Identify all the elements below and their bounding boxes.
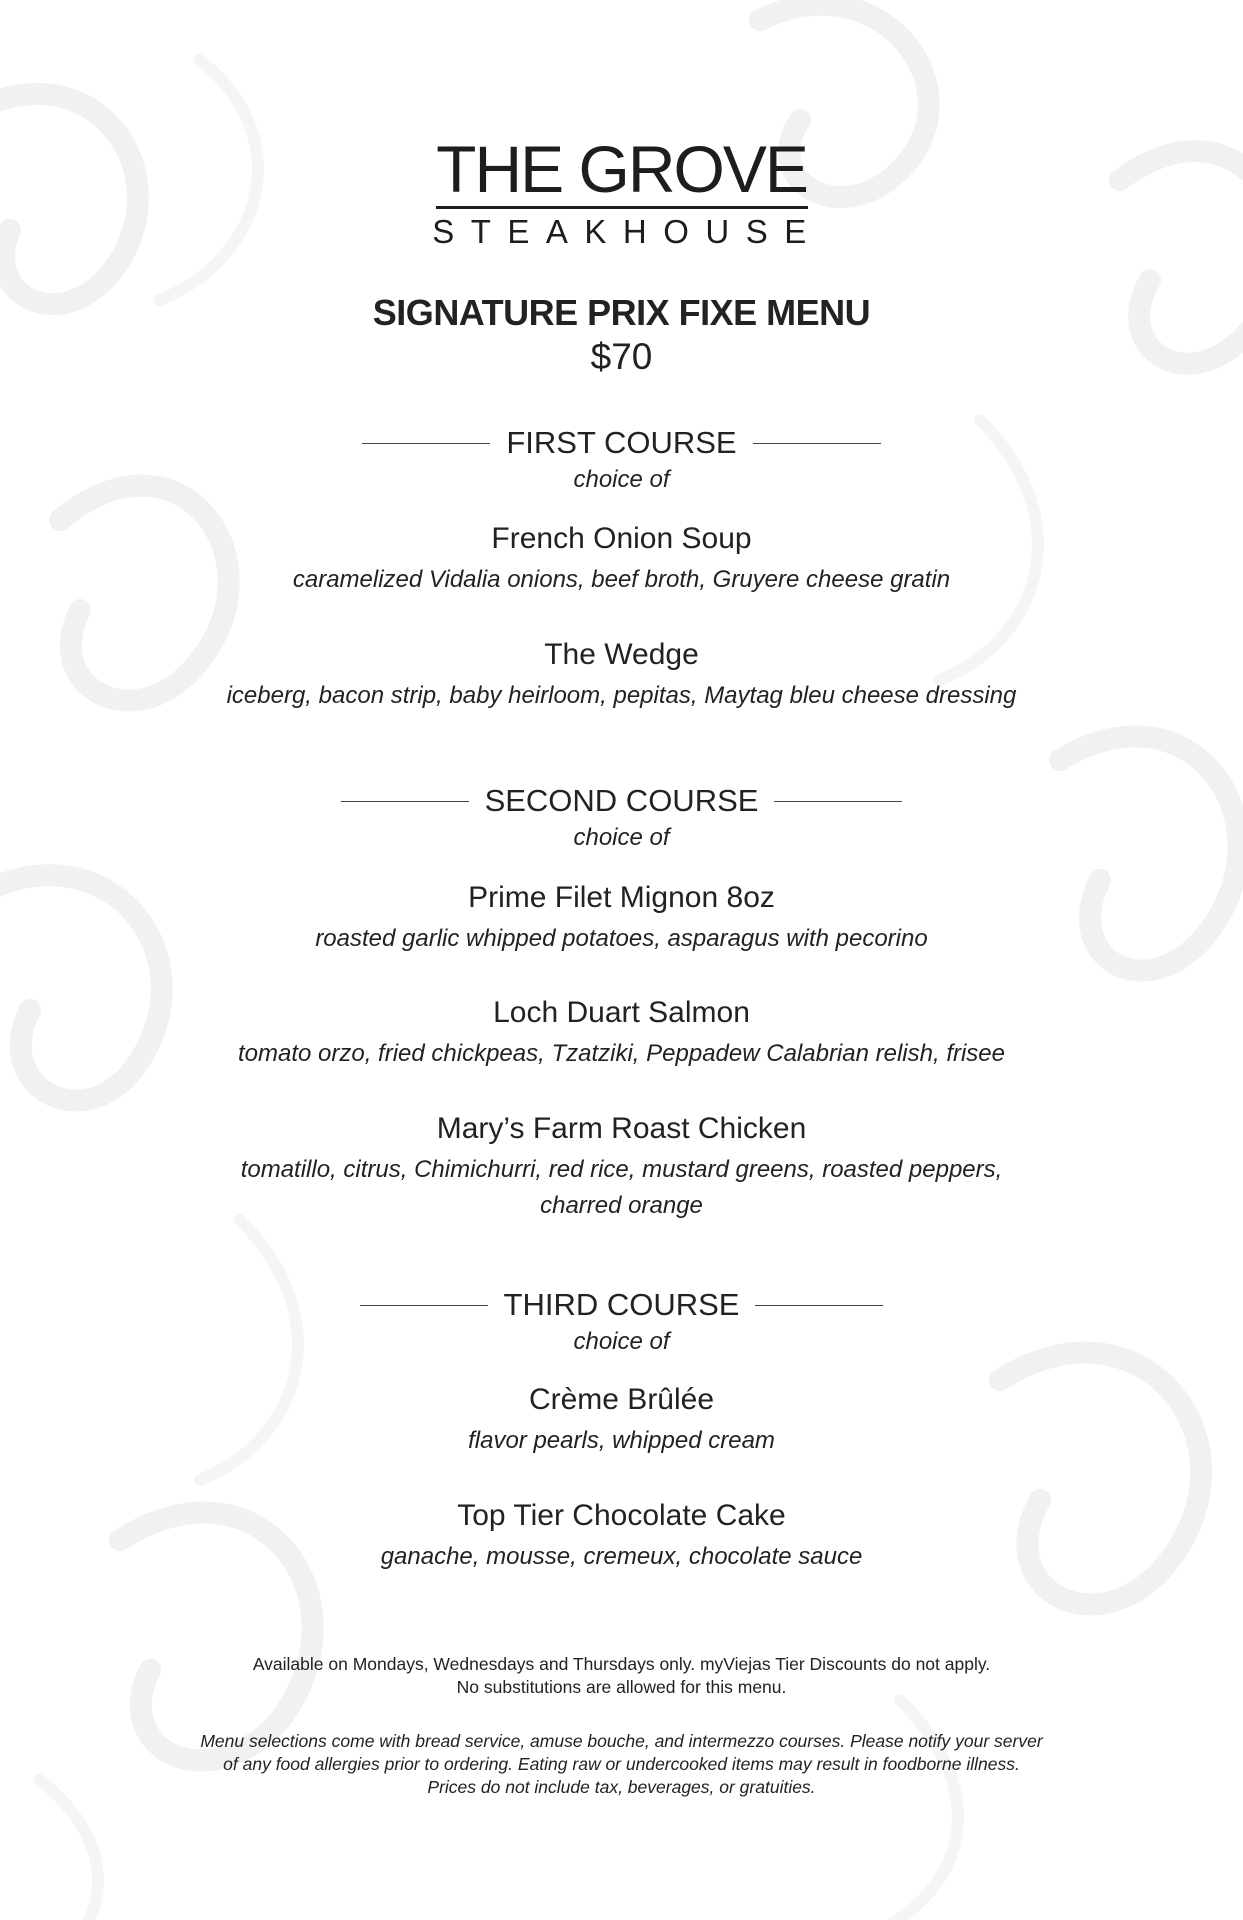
dish-name: The Wedge [544,638,699,671]
dish-description: roasted garlic whipped potatoes, asparagus with pecorino [315,925,928,952]
dish-description: ganache, mousse, cremeux, chocolate sauce [380,1543,863,1570]
dish-name: Prime Filet Mignon 8oz [468,881,775,914]
dish-description: caramelized Vidalia onions, beef broth, Gruyere cheese gratin [292,566,951,593]
course-label: FIRST COURSE [506,425,737,460]
dish-name: Top Tier Chocolate Cake [457,1499,786,1532]
dish-description: tomato orzo, fried chickpeas, Tzatziki, Peppadew Calabrian relish, frisee [237,1040,1005,1067]
course-choice-note: choice of [573,824,670,851]
course-label: THIRD COURSE [503,1287,740,1322]
logo-subtitle: STEAKHOUSE [432,213,823,250]
disclaimer-note: Menu selections come with bread service, amuse bouche, and intermezzo courses. Please notify your server [200,1731,1043,1751]
heading-rule [774,801,902,802]
course-choice-note: choice of [573,1328,670,1355]
availability-note: Available on Mondays, Wednesdays and Thursdays only. myViejas Tier Discounts do not apply. [252,1654,991,1674]
heading-rule [341,801,469,802]
disclaimer-note: of any food allergies prior to ordering. Eating raw or undercooked items may result in foodborne illness. [223,1754,1020,1774]
disclaimer-note: Prices do not include tax, beverages, or gratuities. [427,1777,816,1797]
course-heading [0,784,1243,818]
course-heading [0,1288,1243,1322]
dish-name: Loch Duart Salmon [493,996,750,1029]
course-heading [0,426,1243,460]
dish-name: Mary’s Farm Roast Chicken [436,1112,807,1145]
dish-name: French Onion Soup [491,522,752,555]
logo-name: THE GROVE [436,132,807,206]
dish-description: tomatillo, citrus, Chimichurri, red rice, mustard greens, roasted peppers, [240,1156,1003,1183]
heading-rule [360,1305,488,1306]
dish-description: flavor pearls, whipped cream [468,1427,775,1454]
dish-description: iceberg, bacon strip, baby heirloom, pepitas, Maytag bleu cheese dressing [226,682,1017,709]
heading-rule [362,443,490,444]
menu-price: $70 [590,336,653,377]
logo-divider [436,206,808,209]
availability-note: No substitutions are allowed for this menu. [456,1677,787,1697]
heading-rule [755,1305,883,1306]
course-choice-note: choice of [573,466,670,493]
logo [0,132,1243,250]
dish-description-continued: charred orange [540,1192,703,1219]
course-label: SECOND COURSE [484,783,759,818]
heading-rule [753,443,881,444]
dish-name: Crème Brûlée [528,1383,715,1416]
menu-title: SIGNATURE PRIX FIXE MENU [372,292,871,333]
